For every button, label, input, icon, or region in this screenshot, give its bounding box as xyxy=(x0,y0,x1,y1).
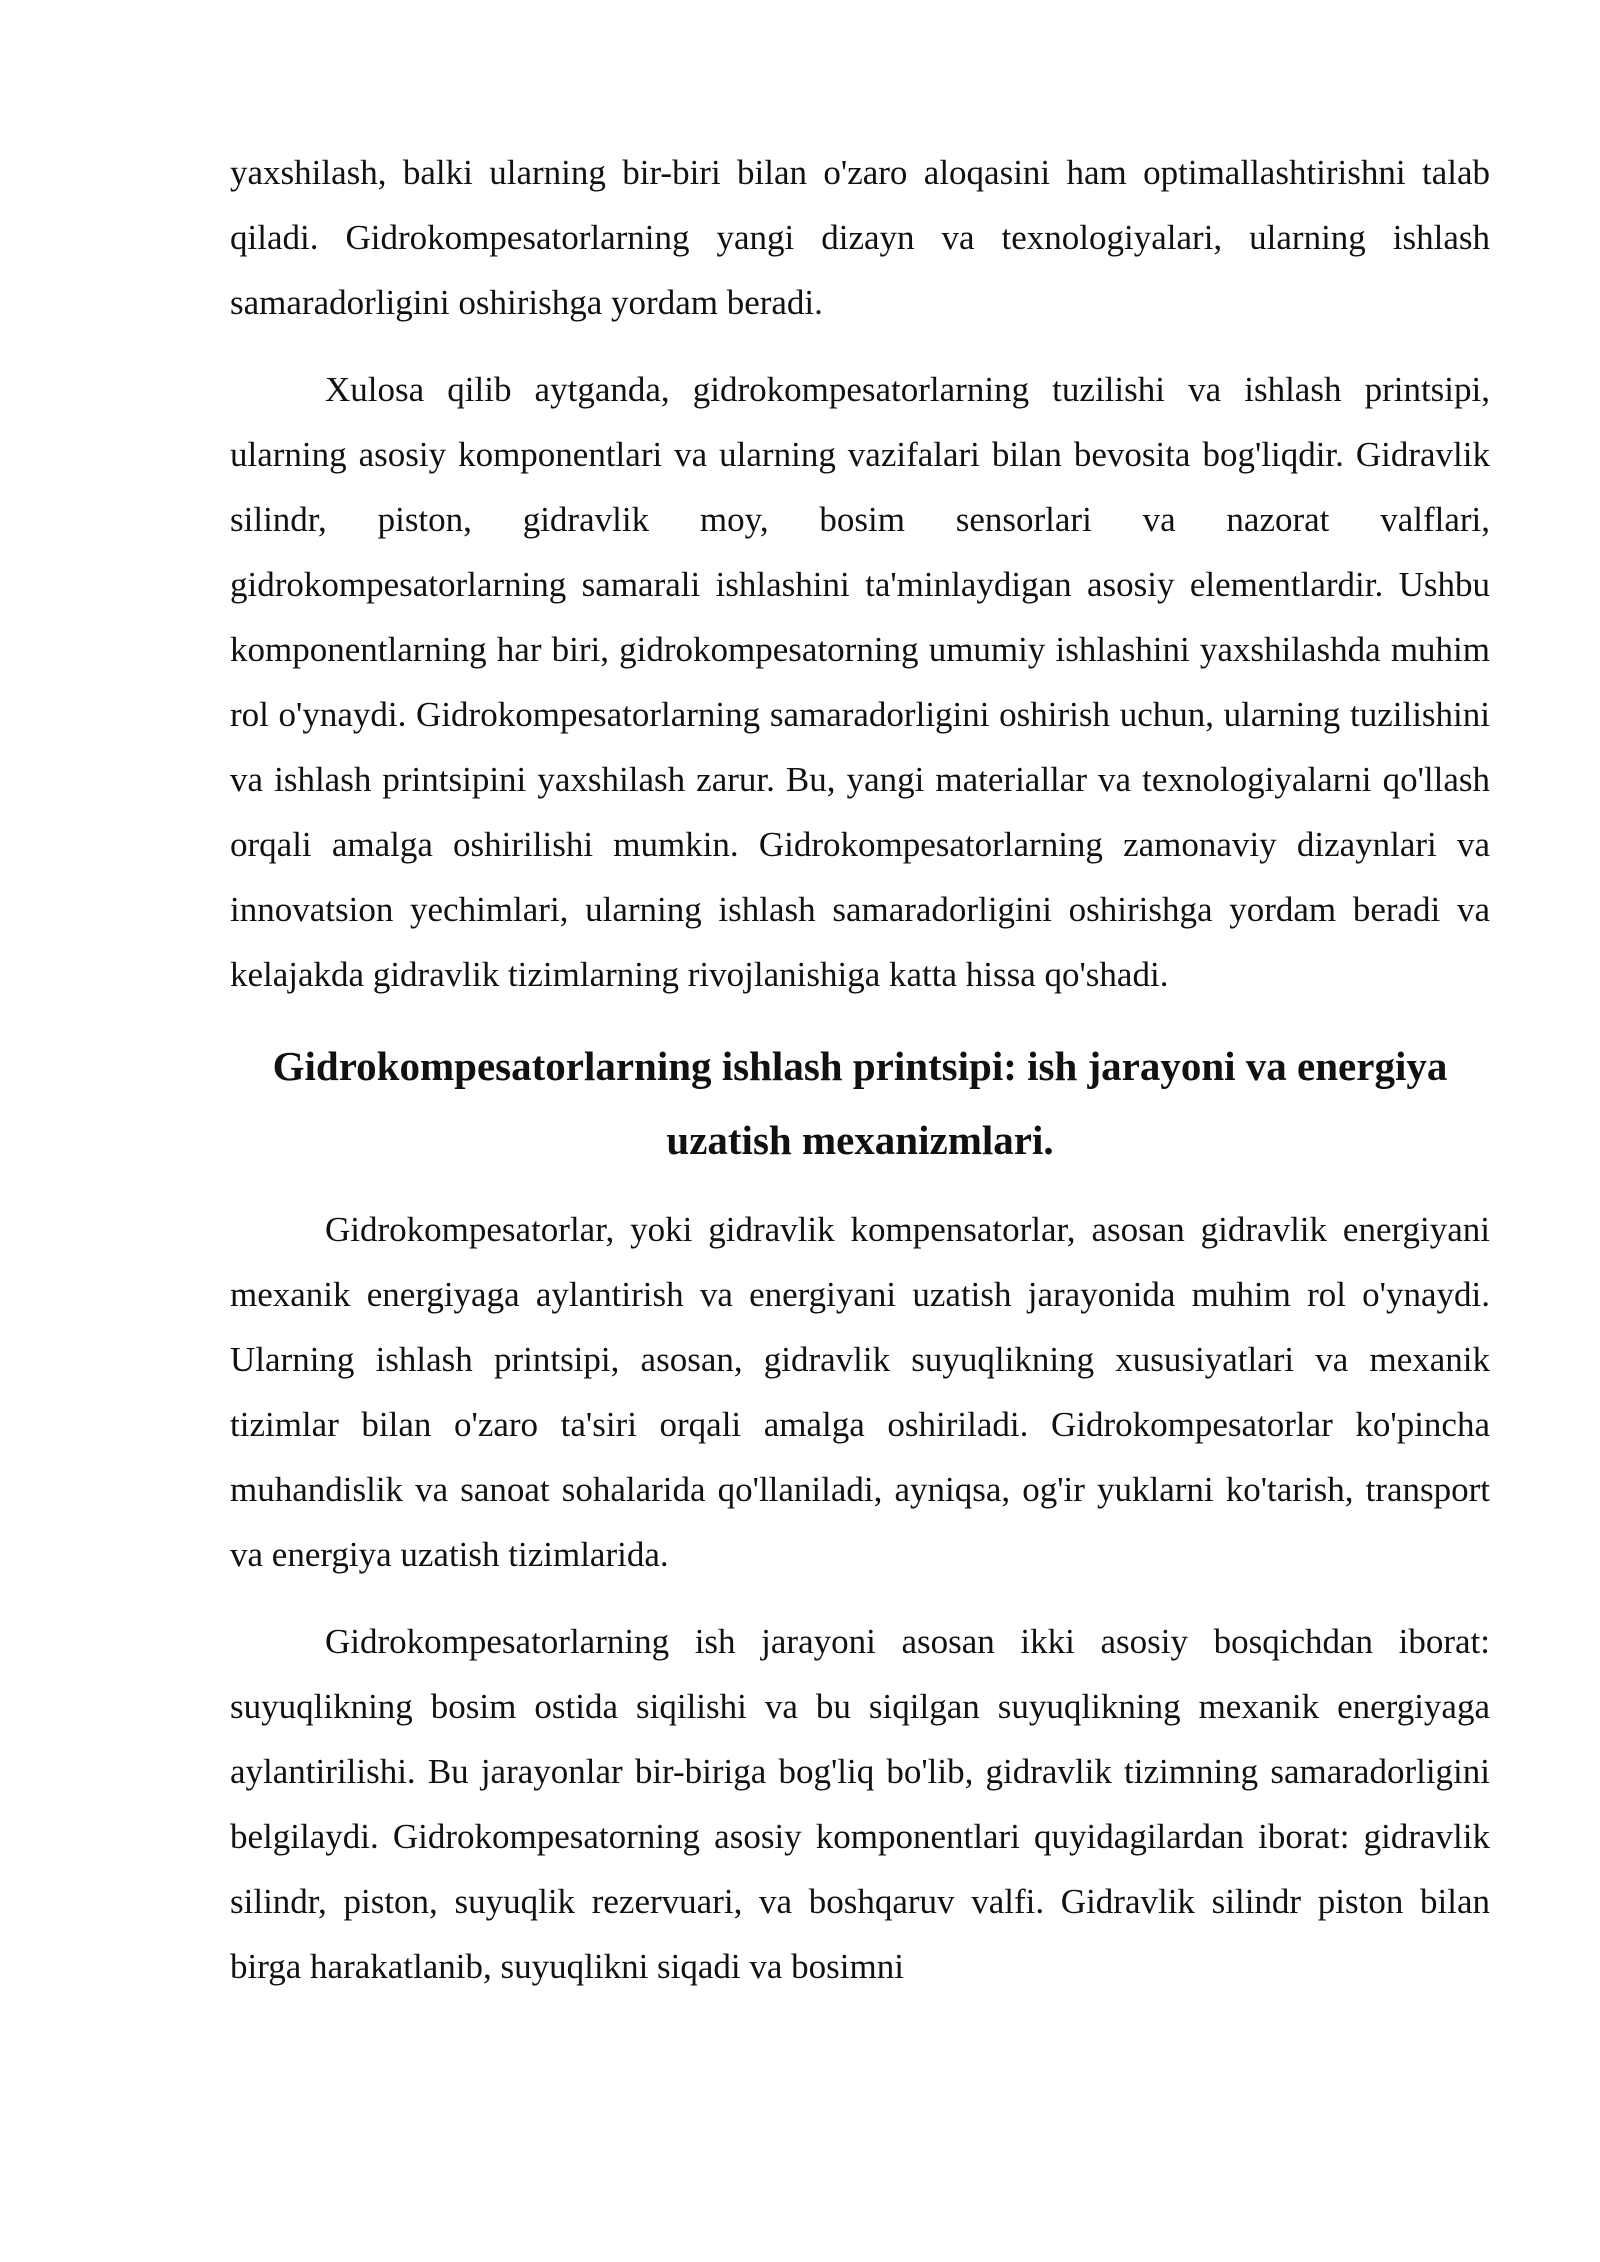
paragraph-process: Gidrokompesatorlarning ish jarayoni asosan ikki asosiy bosqichdan iborat: suyuqlikning bosim ostida siqilishi va bu siqilgan suyuqlikning mexanik energiyaga aylantirilishi. Bu jarayonlar bir-biriga bog'liq bo'lib, gidravlik tizimning samaradorligini belgilaydi. Gidrokompesatorning asosiy komponentlari quyidagilardan iborat: gidravlik silindr, piston, suyuqlik rezervuari, va boshqaruv valfi. Gidravlik silindr piston bilan birga harakatlanib, suyuqlikni siqadi va bosimni xyxy=(230,1622,1490,1986)
paragraph-intro: Gidrokompesatorlar, yoki gidravlik kompensatorlar, asosan gidravlik energiyani mexanik energiyaga aylantirish va energiyani uzatish jarayonida muhim rol o'ynaydi. Ularning ishlash printsipi, asosan, gidravlik suyuqlikning xususiyatlari va mexanik tizimlar bilan o'zaro ta'siri orqali amalga oshiriladi. Gidrokompesatorlar ko'pincha muhandislik va sanoat sohalarida qo'llaniladi, ayniqsa, og'ir yuklarni ko'tarish, transport va energiya uzatish tizimlarida. xyxy=(230,1210,1490,1574)
section-heading: Gidrokompesatorlarning ishlash printsipi: ish jarayoni va energiya uzatish mexanizmlari. xyxy=(272,1043,1448,1163)
paragraph-continuation: yaxshilash, balki ularning bir-biri bilan o'zaro aloqasini ham optimallashtirishni talab qiladi. Gidrokompesatorlarning yangi dizayn va texnologiyalari, ularning ishlash samaradorligini oshirishga yordam beradi. xyxy=(230,153,1490,322)
paragraph-conclusion: Xulosa qilib aytganda, gidrokompesatorlarning tuzilishi va ishlash printsipi, ularning asosiy komponentlari va ularning vazifalari bilan bevosita bog'liqdir. Gidravlik silindr, piston, gidravlik moy, bosim sensorlari va nazorat valflari, gidrokompesatorlarning samarali ishlashini ta'minlaydigan asosiy elementlardir. Ushbu komponentlarning har biri, gidrokompesatorning umumiy ishlashini yaxshilashda muhim rol o'ynaydi. Gidrokompesatorlarning samaradorligini oshirish uchun, ularning tuzilishini va ishlash printsipini yaxshilash zarur. Bu, yangi materiallar va texnologiyalarni qo'llash orqali amalga oshirilishi mumkin. Gidrokompesatorlarning zamonaviy dizaynlari va innovatsion yechimlari, ularning ishlash samaradorligini oshirishga yordam beradi va kelajakda gidravlik tizimlarning rivojlanishiga katta hissa qo'shadi. xyxy=(230,370,1490,994)
document-page xyxy=(230,140,1490,2021)
